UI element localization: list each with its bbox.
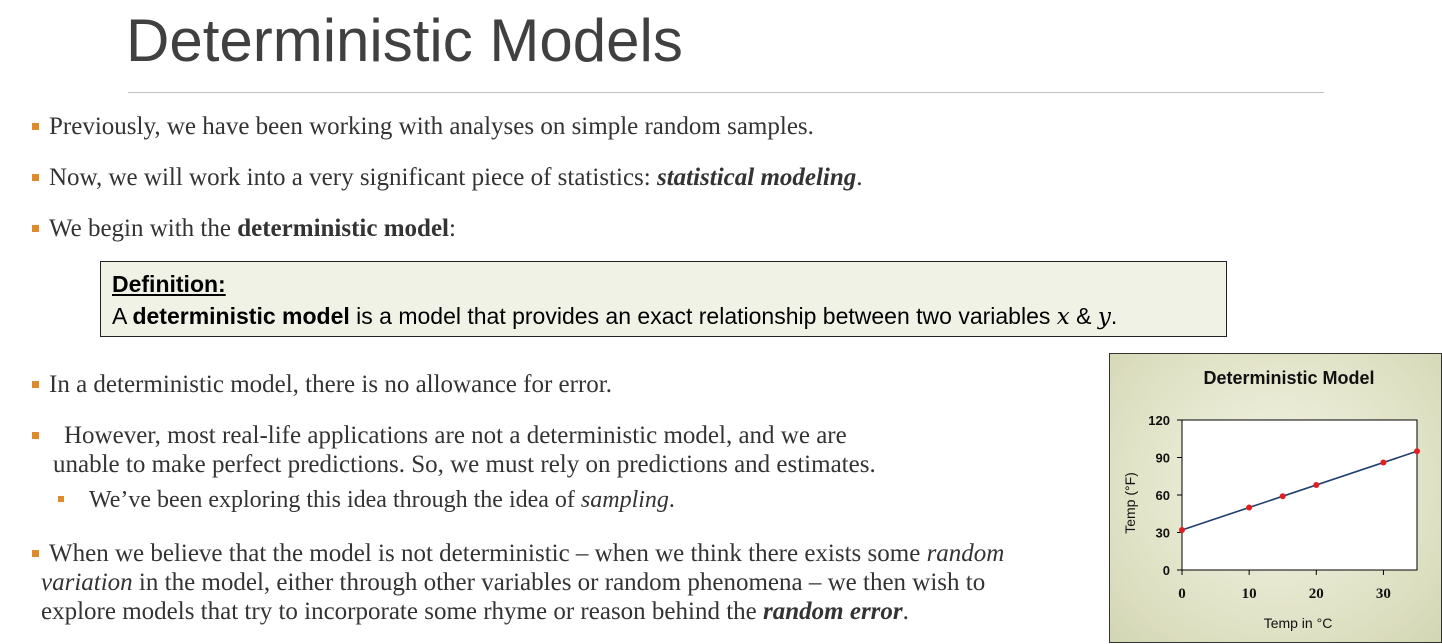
variable-y: y [1097,304,1111,330]
y-axis-label: Temp (°F) [1122,472,1138,534]
y-tick-label: 60 [1155,488,1170,503]
definition-text [112,303,1117,330]
emphasis-sampling: sampling [580,487,669,513]
x-axis-label: Temp in °C [1263,615,1333,631]
data-point [1179,527,1185,533]
bullet-no-error [49,370,612,399]
bullet-text: unable to make perfect predictions. So, we must rely on predictions and estimates. [53,451,876,478]
bullet-text: We’ve been exploring this idea through the idea of [89,487,581,513]
bullet-however-line2 [53,450,876,479]
bullet-however-line1 [64,421,847,450]
bullet-text: . [902,598,909,625]
y-tick-label: 0 [1162,563,1170,578]
bullet-begin [49,214,456,243]
bullet-random-line2 [41,568,985,597]
bullet-text: In a deterministic model, there is no allowance for error. [49,371,612,398]
bullet-marker [32,432,39,439]
sub-bullet-marker [58,496,64,502]
bullet-text: Previously, we have been working with analyses on simple random samples. [49,113,814,140]
variable-x: x [1056,304,1070,330]
chart-svg [1110,354,1441,642]
definition-fragment: & [1069,303,1098,329]
bullet-text: When we believe that the model is not deterministic – when we think there exists some [49,540,927,567]
x-tick-label: 10 [1241,586,1257,602]
emphasis-variation: variation [41,569,133,596]
definition-strong: deterministic model [132,303,350,329]
bullet-random-line3 [41,597,909,626]
definition-box [100,261,1227,337]
definition-fragment: is a model that provides an exact relationship between two variables [349,303,1057,329]
emphasis-statistical-modeling: statistical modeling [656,164,857,191]
x-tick-label: 0 [1178,586,1186,602]
bullet-text: Now, we will work into a very significant piece of statistics: [49,164,657,191]
bullet-previously [49,112,814,141]
sub-bullet-sampling [89,486,675,515]
x-tick-label: 30 [1375,586,1391,602]
bullet-text: . [856,164,863,191]
bullet-text: . [668,487,675,513]
bullet-text: explore models that try to incorporate some rhyme or reason behind the [41,598,764,625]
y-tick-label: 120 [1148,413,1170,428]
y-tick-label: 90 [1155,450,1170,466]
bullet-marker [32,381,39,388]
data-point [1246,505,1252,511]
slide-title: Deterministic Models [126,7,683,74]
bullet-text: in the model, either through other variables or random phenomena – we then wish to [132,569,986,596]
emphasis-random-error: random error [763,598,903,625]
data-point [1280,493,1286,499]
definition-fragment: A [112,303,133,329]
bullet-text: We begin with the [49,215,238,242]
deterministic-model-chart [1109,353,1442,643]
plot-area [1182,420,1417,570]
definition-fragment: . [1110,303,1118,329]
data-point [1414,448,1420,454]
bullet-text: : [449,215,456,242]
bullet-now [49,163,863,192]
chart-title: Deterministic Model [1203,368,1375,388]
y-tick-label: 30 [1155,525,1170,541]
definition-heading: Definition: [112,271,226,297]
data-point [1380,460,1386,466]
strong-deterministic-model: deterministic model [237,215,449,242]
bullet-marker [32,174,39,181]
bullet-text: However, most real-life applications are not a deterministic model, and we are [64,422,847,449]
bullet-marker [32,550,39,557]
data-point [1313,482,1319,488]
emphasis-random: random [926,540,1005,567]
x-tick-label: 20 [1308,586,1324,602]
bullet-random-line1 [49,539,1004,568]
bullet-marker [32,123,39,130]
title-divider [128,92,1324,93]
bullet-marker [32,225,39,232]
